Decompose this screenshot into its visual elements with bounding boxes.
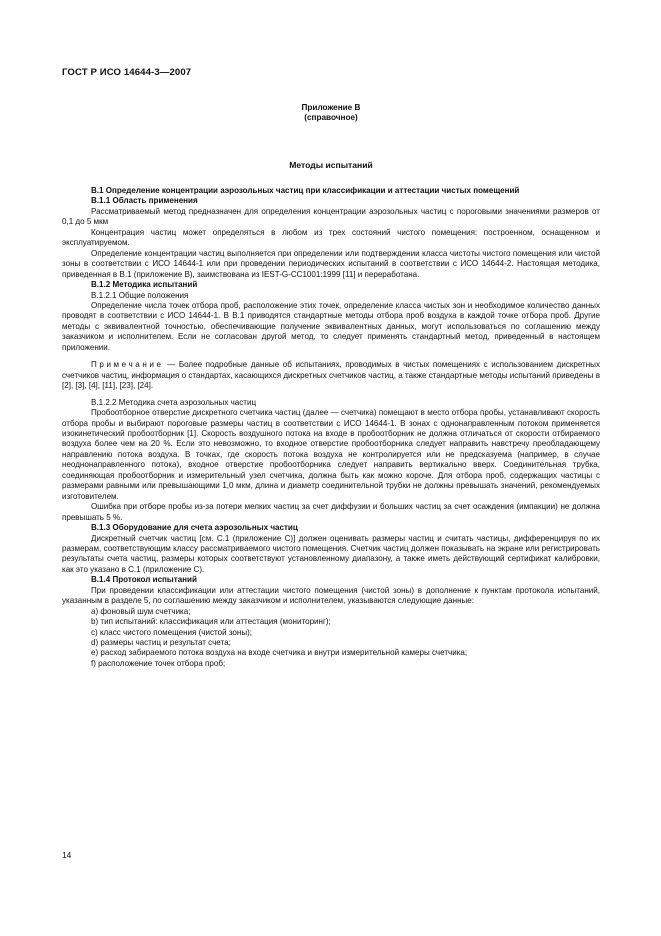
note-label: Примечание	[91, 360, 164, 370]
heading-b12: В.1.2 Методика испытаний	[91, 280, 198, 290]
list-item: b) тип испытаний: классификация или аттестация (мониторинг);	[91, 617, 331, 627]
report-items-list	[62, 607, 600, 670]
appendix-title: Приложение В	[301, 103, 361, 112]
paragraph: Определение числа точек отбора проб, расположение этих точек, определение класса чистых зон и необходимое количество данных проводят в соответствии с ИСО 14644-1. В В.1 приводятся стандартные методы отбора проб воздуха в каждой точке отбора проб. Другие методы с эквивалентной точностью, обеспечивающие получение эквивалентных данных, могут использоваться по соглашению между заказчиком и исполнителем. Если не согласован другой метод, то следует применять стандартный метод, приведенный в настоящем приложении.	[62, 300, 600, 352]
list-item: с) класс чистого помещения (чистой зоны);	[91, 627, 253, 637]
body-text	[62, 186, 600, 669]
paragraph: Ошибка при отборе пробы из-за потери мелких частиц за счет диффузии и больших частиц за счет осаждения (импакции) не должна превышать 5 %.	[62, 502, 600, 522]
paragraph: Рассматриваемый метод предназначен для определения концентрации аэрозольных частиц с пороговыми значениями размеров от 0,1 до 5 мкм	[62, 206, 600, 227]
heading-b11: В.1.1 Область применения	[91, 196, 198, 206]
heading-b14: В.1.4 Протокол испытаний	[91, 575, 197, 585]
list-item: d) размеры частиц и результат счета;	[91, 638, 231, 648]
list-item: а) фоновый шум счетчика;	[91, 606, 191, 616]
paragraph: Концентрация частиц может определяться в любом из трех состояний чистого помещения: построенном, оснащенном и эксплуатируемом.	[62, 227, 600, 248]
paragraph: Пробоотборное отверстие дискретного счетчика частиц (далее — счетчика) помещают в место отбора пробы, устанавливают скорость отбора пробы и выбирают пороговые размеры частиц в соответствии с ИСО 14644-1. В зонах с однонаправленным потоком применяется изокинетический пробоотборник [1]. Скорость воздушного потока на входе в пробоотборник не должна отличаться от скорости отбираемого воздуха более чем на 20 %. Если это невозможно, то входное отверстие пробоотборника следует направить навстречу преобладающему направлению потока воздуха. В точках, где скорость потока воздуха не контролируется или не предсказуема (например, в случае неоднонаправленного потока), входное отверстие пробоотборника следует направить вертикально вверх. Соединительная трубка, соединяющая пробоотборник и измерительный узел счетчика, должна быть как можно короче. Для отбора проб, содержащих частицы с размерами равными или превышающими 1,0 мкм, длина и диаметр соединительной трубки не должны превышать значений, рекомендуемых изготовителем.	[62, 408, 600, 501]
heading-b1: В.1 Определение концентрации аэрозольных частиц при классификации и аттестации чистых помещений	[91, 186, 520, 195]
heading-b122: В.1.2.2 Методика счета аэрозольных частиц	[91, 397, 257, 407]
heading-b121: В.1.2.1 Общие положения	[91, 290, 189, 300]
note	[62, 360, 600, 391]
appendix-subtitle: (справочное)	[304, 113, 358, 122]
list-item: е) расход забираемого потока воздуха на входе счетчика и внутри измерительной камеры счетчика;	[91, 648, 468, 658]
section-title: Методы испытаний	[289, 160, 373, 170]
note-text: — Более подробные данные об испытаниях, проводимых в чистых помещениях с использованием дискретных счетчиков частиц, информация о стандартах, касающихся дискретных счетчиков частиц, а также стандартные методы испытаний приведены в [2], [3], [4], [11], [23], [24].	[62, 360, 600, 391]
paragraph: Дискретный счетчик частиц [см. С.1 (приложение С)] должен оценивать размеры частиц и считать частицы, дифференцируя по их размерам, соответствующим классу рассматриваемого чистого помещения. Счетчик частиц должен показывать на экране или регистрировать результаты счета частиц, размеры которых соответствуют установленному диапазону, а также иметь действующий сертификат калибровки, как это указано в С.1 (приложение С).	[62, 533, 600, 574]
page-number: 14	[62, 850, 72, 860]
standard-header: ГОСТ Р ИСО 14644-3—2007	[62, 67, 192, 78]
paragraph: Определение концентрации частиц выполняется при определении или подтверждении класса чистоты чистого помещения или чистой зоны в соответствии с ИСО 14644-1 или при проведении периодических испытаний в соответствии с ИСО 14644-2. Настоящая методика, приведенная в В.1 (приложение В), заимствована из IEST-G-CC1001:1999 [11] и переработана.	[62, 248, 600, 279]
paragraph: При проведении классификации или аттестации чистого помещения (чистой зоны) в дополнение к пунктам протокола испытаний, указанным в разделе 5, по соглашению между заказчиком и исполнителем, указываются следующие данные:	[62, 585, 600, 606]
heading-b13: В.1.3 Оборудование для счета аэрозольных частиц	[91, 523, 298, 533]
list-item: f) расположение точек отбора проб;	[91, 658, 226, 668]
